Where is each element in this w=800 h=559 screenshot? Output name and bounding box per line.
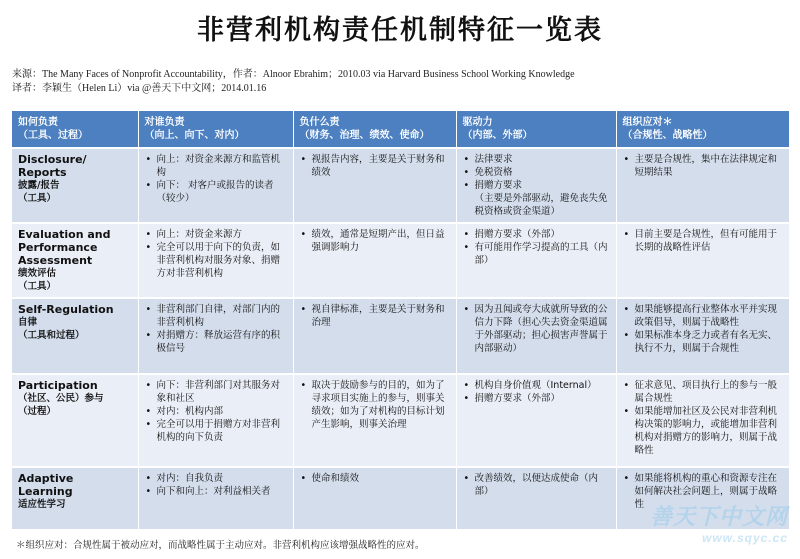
list-item: • 非营利部门自律，对部门内的非营利机构 xyxy=(145,303,287,329)
header-response: 组织应对＊ （合规性、战略性） xyxy=(616,111,789,148)
cell-col4 xyxy=(456,298,616,374)
list-item: • 对捐赠方：释放运营有序的积极信号 xyxy=(145,329,287,355)
list-item: • 向上：对资金来源方 xyxy=(145,228,287,241)
row-method-en: Adaptive Learning xyxy=(18,472,74,498)
cell-col4 xyxy=(456,374,616,467)
cell-col2 xyxy=(138,467,293,529)
list-item: • 向下和向上：对利益相关者 xyxy=(145,485,287,498)
list-item: • 主要是合规性，集中在法律规定和短期结果 xyxy=(623,153,784,179)
row-method xyxy=(12,467,138,529)
list-item: • 完全可以用于向下的负责，如非营利机构对服务对象、捐赠方对非营利机构 xyxy=(145,241,287,280)
table-row xyxy=(12,223,789,298)
page-title: 非营利机构责任机制特征一览表 xyxy=(197,15,603,46)
watermark-logo: 善天下中文网 www.sqyc.cc xyxy=(649,504,788,545)
list-item: • 向上：对资金来源方和监管机构 xyxy=(145,153,287,179)
table-row xyxy=(12,148,789,223)
table-row xyxy=(12,374,789,467)
header-to-whom: 对谁负责 （向上、向下、对内） xyxy=(138,111,293,148)
list-item: • 向下： 对客户或报告的读者（较少） xyxy=(145,179,287,205)
table-row xyxy=(12,467,789,529)
list-item: • 取决于鼓励参与的目的，如为了寻求项目实施上的参与，则事关绩效；如为了对机构的目标计划产生影响，则事关治理 xyxy=(300,379,450,431)
translator-line: 译者：李颖生（Helen Li）via @善天下中文网；2014.01.16 xyxy=(12,83,267,94)
cell-col5 xyxy=(616,298,789,374)
list-item: • 改善绩效，以便达成使命（内部） xyxy=(463,472,610,498)
header-for-what: 负什么责 （财务、治理、绩效、使命） xyxy=(293,111,456,148)
cell-col5 xyxy=(616,374,789,467)
cell-col4 xyxy=(456,148,616,223)
row-method-zh2: （工具和过程） xyxy=(18,330,85,341)
list-item: • 如果标准本身乏力或者有名无实、执行不力，则属于合规性 xyxy=(623,329,784,355)
row-method-en: Self-Regulation xyxy=(18,303,114,316)
list-item: • 完全可以用于捐赠方对非营利机构的向下负责 xyxy=(145,418,287,444)
list-item: • 对内：机构内部 xyxy=(145,405,287,418)
footnote: ＊组织应对：合规性属于被动应对，而战略性属于主动应对。非营利机构应该增强战略性的应对。 xyxy=(16,540,425,551)
cell-col3 xyxy=(293,298,456,374)
source-line: 来源：The Many Faces of Nonprofit Accountability，作者：Alnoor Ebrahim；2010.03 via Harvard Business School Working Knowledge xyxy=(12,69,575,80)
list-item: • 绩效，通常是短期产出，但日益强调影响力 xyxy=(300,228,450,254)
row-method-zh2: （工具） xyxy=(18,193,57,204)
cell-col3 xyxy=(293,467,456,529)
cell-col2 xyxy=(138,374,293,467)
list-item: • 如果能够提高行业整体水平并实现政策倡导，则属于战略性 xyxy=(623,303,784,329)
row-method-zh2: （工具） xyxy=(18,281,57,292)
row-method-zh1: 绩效评估 xyxy=(18,268,57,279)
list-item: • 目前主要是合规性，但有可能用于长期的战略性评估 xyxy=(623,228,784,254)
cell-col3 xyxy=(293,374,456,467)
cell-col4 xyxy=(456,223,616,298)
row-method-zh2: （过程） xyxy=(18,406,57,417)
row-method xyxy=(12,298,138,374)
cell-col3 xyxy=(293,223,456,298)
list-item: • 机构自身价值观（Internal） xyxy=(463,379,610,392)
row-method-zh1: 自律 xyxy=(18,317,38,328)
row-method-zh1: （社区、公民）参与 xyxy=(18,393,104,404)
cell-col2 xyxy=(138,148,293,223)
list-item: • 对内：自我负责 xyxy=(145,472,287,485)
row-method-zh1: 适应性学习 xyxy=(18,499,66,510)
table-row xyxy=(12,298,789,374)
list-item: • 向下：非营利部门对其服务对象和社区 xyxy=(145,379,287,405)
list-item: • 有可能用作学习提高的工具（内部） xyxy=(463,241,610,267)
list-item: • 如果能增加社区及公民对非营利机构决策的影响力，或能增加非营利机构对捐赠方的影响力，则属于战略性 xyxy=(623,405,784,457)
row-method-zh1: 披露/报告 xyxy=(18,180,60,191)
list-item: • 视报告内容，主要是关于财务和绩效 xyxy=(300,153,450,179)
cell-col5 xyxy=(616,223,789,298)
cell-col4 xyxy=(456,467,616,529)
list-item: • 征求意见、项目执行上的参与一般属合规性 xyxy=(623,379,784,405)
row-method xyxy=(12,374,138,467)
list-item: • 捐赠方要求（外部） xyxy=(463,392,610,405)
row-method-en: Evaluation and Performance Assessment xyxy=(18,228,111,267)
list-item: • 使命和绩效 xyxy=(300,472,450,485)
cell-col2 xyxy=(138,223,293,298)
cell-col3 xyxy=(293,148,456,223)
cell-col5 xyxy=(616,467,789,529)
list-item: • 视自律标准，主要是关于财务和治理 xyxy=(300,303,450,329)
cell-col2 xyxy=(138,298,293,374)
row-method-en: Participation xyxy=(18,379,98,392)
list-item: • 捐赠方要求 xyxy=(463,179,610,192)
row-method-en: Disclosure/ Reports xyxy=(18,153,87,179)
list-item: • 法律要求 xyxy=(463,153,610,166)
header-how: 如何负责 （工具、过程） xyxy=(12,111,138,148)
header-drivers: 驱动力 （内部、外部） xyxy=(456,111,616,148)
accountability-table xyxy=(12,111,789,529)
table-header-row xyxy=(12,111,789,148)
row-method xyxy=(12,223,138,298)
list-item: • 捐赠方要求（外部） xyxy=(463,228,610,241)
list-item: • 免税资格 xyxy=(463,166,610,179)
list-item: • 因为丑闻或夸大成就所导致的公信力下降（担心失去资金渠道属于外部驱动；担心损害声誉属于内部驱动） xyxy=(463,303,610,355)
cell-col5 xyxy=(616,148,789,223)
list-item-note: （主要是外部驱动，避免丧失免税资格或资金渠道） xyxy=(474,193,608,217)
row-method xyxy=(12,148,138,223)
list-item: • 如果能将机构的重心和资源专注在如何解决社会问题上，则属于战略性 xyxy=(623,472,784,511)
